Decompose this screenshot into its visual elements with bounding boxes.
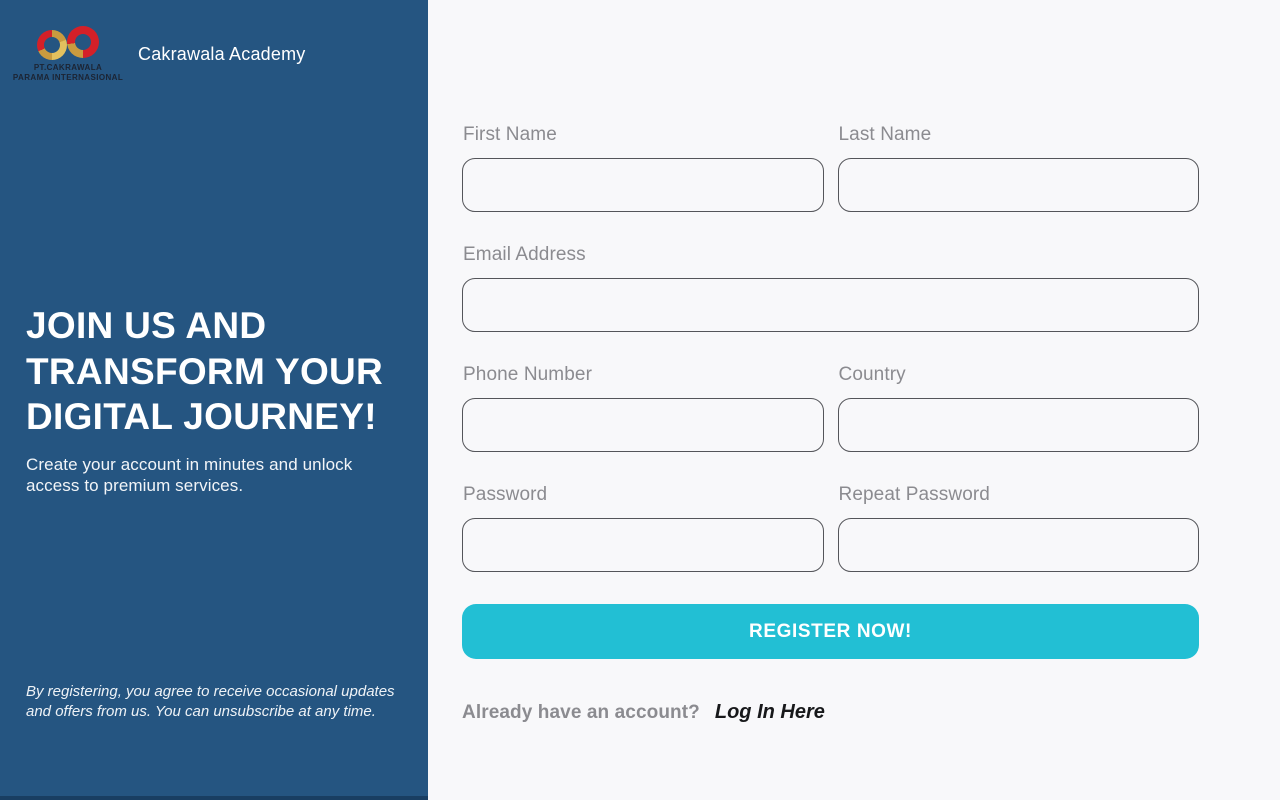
email-row: [462, 244, 1199, 332]
register-button[interactable]: REGISTER NOW!: [462, 604, 1199, 659]
form-panel: [428, 0, 1280, 800]
password-row: [462, 484, 1199, 572]
repeat-password-label: Repeat Password: [838, 484, 990, 505]
logo-ring-right: [67, 26, 99, 58]
last-name-field-group: [838, 124, 1200, 212]
login-row: [462, 701, 1199, 724]
password-label: Password: [463, 484, 548, 505]
hero-subtitle: Create your account in minutes and unlock access to premium services.: [26, 454, 353, 496]
logo-ring-left: [37, 30, 67, 60]
last-name-input[interactable]: [838, 158, 1200, 212]
email-field-group: [462, 244, 1199, 332]
email-input[interactable]: [462, 278, 1199, 332]
first-name-input[interactable]: [462, 158, 824, 212]
repeat-password-field-group: [838, 484, 1200, 572]
logo-company-line2: PARAMA INTERNASIONAL: [12, 73, 124, 82]
name-row: [462, 124, 1199, 212]
country-label: Country: [838, 364, 906, 385]
phone-input[interactable]: [462, 398, 824, 452]
login-link[interactable]: Log In Here: [714, 701, 825, 723]
country-field-group: [838, 364, 1200, 452]
last-name-label: Last Name: [838, 124, 932, 145]
company-logo: [12, 26, 124, 83]
infinity-rings-icon: [37, 26, 99, 60]
country-input[interactable]: [838, 398, 1200, 452]
phone-country-row: [462, 364, 1199, 452]
registration-form: [462, 124, 1199, 724]
password-input[interactable]: [462, 518, 824, 572]
first-name-field-group: [462, 124, 824, 212]
hero-block: [26, 303, 410, 497]
phone-label: Phone Number: [463, 364, 592, 385]
repeat-password-input[interactable]: [838, 518, 1200, 572]
hero-title: JOIN US AND TRANSFORM YOUR DIGITAL JOURNEY!: [26, 305, 384, 437]
registration-disclaimer: By registering, you agree to receive occasional updates and offers from us. You can unsubscribe at any time.: [26, 683, 395, 721]
info-panel: [0, 0, 428, 800]
logo-company-line1: PT.CAKRAWALA: [33, 63, 103, 72]
brand-header: [12, 26, 305, 83]
first-name-label: First Name: [463, 124, 557, 145]
email-label: Email Address: [463, 244, 586, 265]
password-field-group: [462, 484, 824, 572]
brand-name: Cakrawala Academy: [138, 44, 306, 64]
login-prompt: Already have an account?: [462, 702, 700, 723]
phone-field-group: [462, 364, 824, 452]
